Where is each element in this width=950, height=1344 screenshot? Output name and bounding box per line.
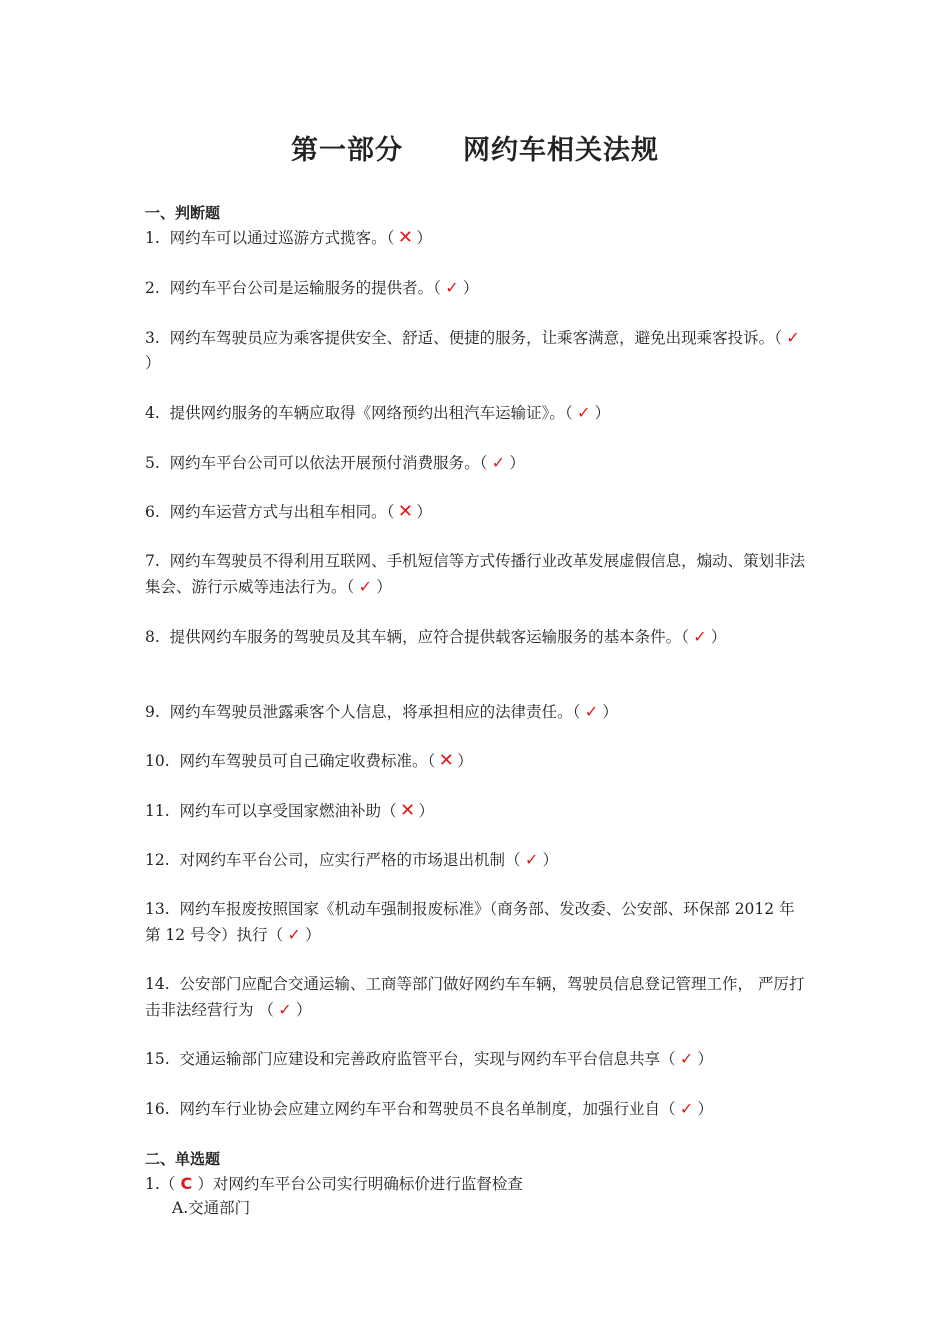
- judge-item: 11. 网约车可以享受国家燃油补助（ ✕ ）: [145, 800, 435, 821]
- title-name: 网约车相关法规: [463, 135, 659, 166]
- check-mark-icon: ✓: [693, 627, 707, 646]
- option-a: A.交通部门: [172, 1199, 251, 1217]
- judge-item: 12. 对网约车平台公司，应实行严格的市场退出机制（ ✓ ）: [145, 847, 810, 873]
- judge-item: 14. 公安部门应配合交通运输、工商等部门做好网约车车辆，驾驶员信息登记管理工作， 严厉打击非法经营行为 （ ✓ ）: [145, 972, 810, 1023]
- check-mark-icon: ✓: [358, 577, 372, 596]
- judge-item: 3. 网约车驾驶员应为乘客提供安全、舒适、便捷的服务，让乘客满意，避免出现乘客投诉。（ ✓）: [145, 325, 810, 376]
- judge-item: 7. 网约车驾驶员不得利用互联网、手机短信等方式传播行业改革发展虚假信息，煽动、策划非法集会、游行示威等违法行为。（ ✓ ）: [145, 549, 810, 600]
- judge-item: 8. 提供网约车服务的驾驶员及其车辆，应符合提供载客运输服务的基本条件。（ ✓ ）: [145, 624, 810, 650]
- cross-mark-icon: ✕: [397, 227, 413, 248]
- single-choice-item: 1.（ C ）对网约车平台公司实行明确标价进行监督检查: [145, 1171, 810, 1197]
- judge-item: 6. 网约车运营方式与出租车相同。（ ✕ ）: [145, 501, 432, 522]
- check-mark-icon: ✓: [679, 1099, 694, 1118]
- judge-item: 10. 网约车驾驶员可自己确定收费标准。（ ✕ ）: [145, 750, 473, 771]
- judge-item: 2. 网约车平台公司是运输服务的提供者。（ ✓ ）: [145, 275, 810, 301]
- check-mark-icon: ✓: [679, 1049, 694, 1068]
- judge-item: 1. 网约车可以通过巡游方式揽客。（ ✕ ）: [145, 227, 432, 248]
- judge-item: 16. 网约车行业协会应建立网约车平台和驾驶员不良名单制度，加强行业自（ ✓ ）: [145, 1096, 810, 1122]
- judge-item: 9. 网约车驾驶员泄露乘客个人信息，将承担相应的法律责任。（ ✓ ）: [145, 699, 810, 725]
- cross-mark-icon: ✕: [397, 501, 413, 522]
- title-part: 第一部分: [291, 135, 403, 166]
- check-mark-icon: ✓: [445, 278, 459, 297]
- check-mark-icon: ✓: [491, 453, 506, 472]
- answer-letter: C: [180, 1174, 193, 1193]
- check-mark-icon: ✓: [786, 328, 800, 347]
- page-title: [0, 128, 950, 167]
- section-heading-judge: 一、判断题: [145, 204, 221, 222]
- judge-item: 15. 交通运输部门应建设和完善政府监管平台，实现与网约车平台信息共享（ ✓ ）: [145, 1046, 810, 1072]
- judge-item: 5. 网约车平台公司可以依法开展预付消费服务。（ ✓ ）: [145, 450, 810, 476]
- check-mark-icon: ✓: [584, 702, 599, 721]
- judge-item: 4. 提供网约服务的车辆应取得《网络预约出租汽车运输证》。（ ✓ ）: [145, 400, 810, 426]
- check-mark-icon: ✓: [287, 925, 301, 944]
- cross-mark-icon: ✕: [399, 800, 416, 821]
- cross-mark-icon: ✕: [438, 750, 454, 771]
- check-mark-icon: ✓: [524, 850, 539, 869]
- check-mark-icon: ✓: [278, 1000, 292, 1019]
- check-mark-icon: ✓: [576, 403, 591, 422]
- section-heading-single: 二、单选题: [145, 1150, 221, 1168]
- judge-item: 13. 网约车报废按照国家《机动车强制报废标准》（商务部、发改委、公安部、环保部 2012 年第 12 号令）执行（ ✓ ）: [145, 897, 810, 948]
